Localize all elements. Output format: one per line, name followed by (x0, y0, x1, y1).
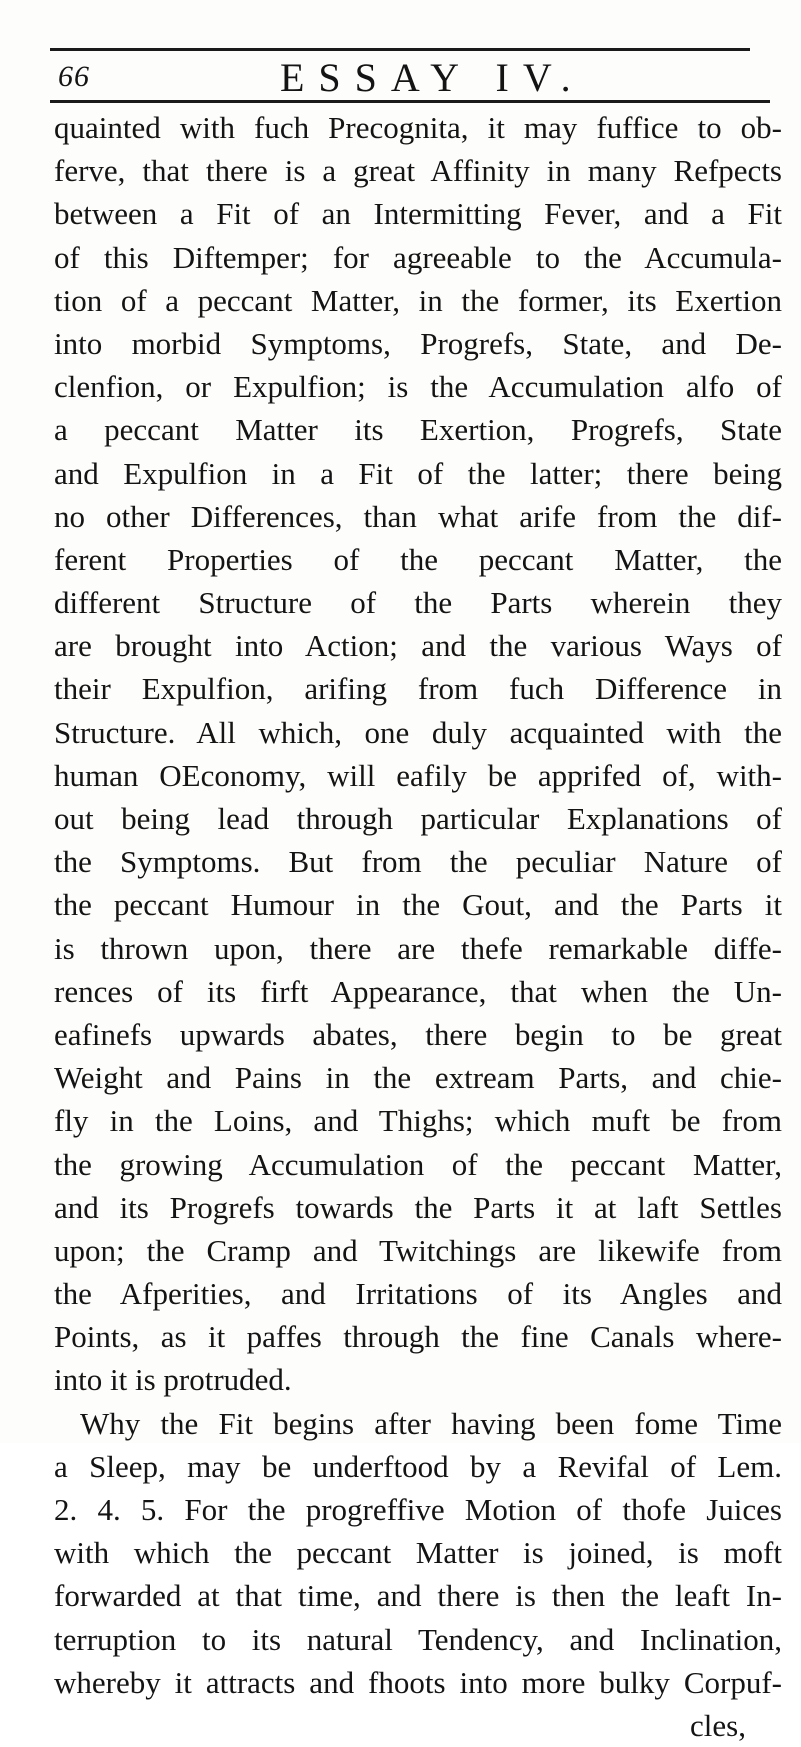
text-line: no other Differences, than what arife from the dif- (54, 498, 782, 534)
text-line: ferent Properties of the peccant Matter, the (54, 541, 782, 577)
header-rule-top (50, 48, 750, 51)
text-line: is thrown upon, there are thefe remarkable diffe- (54, 930, 782, 966)
text-line: a Sleep, may be underftood by a Revifal of Lem. (54, 1448, 782, 1484)
text-line: eafinefs upwards abates, there begin to be great (54, 1016, 782, 1052)
text-line: upon; the Cramp and Twitchings are likewife from (54, 1232, 782, 1268)
text-line: tion of a peccant Matter, in the former, its Exertion (54, 282, 782, 318)
text-line-paragraph-start: Why the Fit begins after having been fome Time (80, 1405, 782, 1441)
text-line: of this Diftemper; for agreeable to the Accumula- (54, 239, 782, 275)
text-line: whereby it attracts and fhoots into more bulky Corpuf- (54, 1664, 782, 1700)
text-line: and Expulfion in a Fit of the latter; there being (54, 455, 782, 491)
text-line: into morbid Symptoms, Progrefs, State, and De- (54, 325, 782, 361)
text-line: the peccant Humour in the Gout, and the Parts it (54, 887, 782, 923)
text-line: quainted with fuch Precognita, it may fuffice to ob- (54, 110, 782, 145)
text-line: forwarded at that time, and there is then the leaft In- (54, 1578, 782, 1614)
text-line: the Symptoms. But from the peculiar Nature of (54, 844, 782, 880)
text-line: Weight and Pains in the extream Parts, and chie- (54, 1060, 782, 1096)
text-line: 2. 4. 5. For the progreffive Motion of thofe Juices (54, 1492, 782, 1527)
body-text (54, 106, 782, 1747)
text-line: are brought into Action; and the various Ways of (54, 628, 782, 664)
text-line: fly in the Loins, and Thighs; which muft be from (54, 1103, 782, 1139)
page-number: 66 (58, 60, 90, 93)
header-rule-bottom (50, 100, 770, 103)
text-line: terruption to its natural Tendency, and Inclination, (54, 1621, 782, 1657)
text-line: between a Fit of an Intermitting Fever, and a Fit (54, 196, 782, 232)
catchword: cles, (690, 1707, 746, 1743)
text-line: out being lead through particular Explanations of (54, 801, 782, 836)
text-line: with which the peccant Matter is joined, is moft (54, 1535, 782, 1571)
text-line-paragraph-end: into it is protruded. (54, 1362, 292, 1398)
text-line: human OEconomy, will eafily be apprifed of, with- (54, 757, 782, 793)
text-line: the growing Accumulation of the peccant Matter, (54, 1146, 782, 1182)
text-line: different Structure of the Parts wherein they (54, 585, 782, 621)
text-line: their Expulfion, arifing from fuch Difference in (54, 671, 782, 707)
running-head: ESSAY IV. (280, 55, 585, 100)
text-line: Points, as it paffes through the fine Canals where- (54, 1319, 782, 1355)
text-line: the Afperities, and Irritations of its Angles and (54, 1276, 782, 1312)
page-header (50, 48, 770, 104)
text-line: rences of its firft Appearance, that when the Un- (54, 973, 782, 1009)
text-line: ferve, that there is a great Affinity in many Refpects (54, 153, 782, 189)
text-line: clenfion, or Expulfion; is the Accumulation alfo of (54, 369, 782, 405)
text-line: and its Progrefs towards the Parts it at laft Settles (54, 1189, 782, 1225)
text-line: Structure. All which, one duly acquainted with the (54, 714, 782, 750)
text-line: a peccant Matter its Exertion, Progrefs, State (54, 412, 782, 448)
